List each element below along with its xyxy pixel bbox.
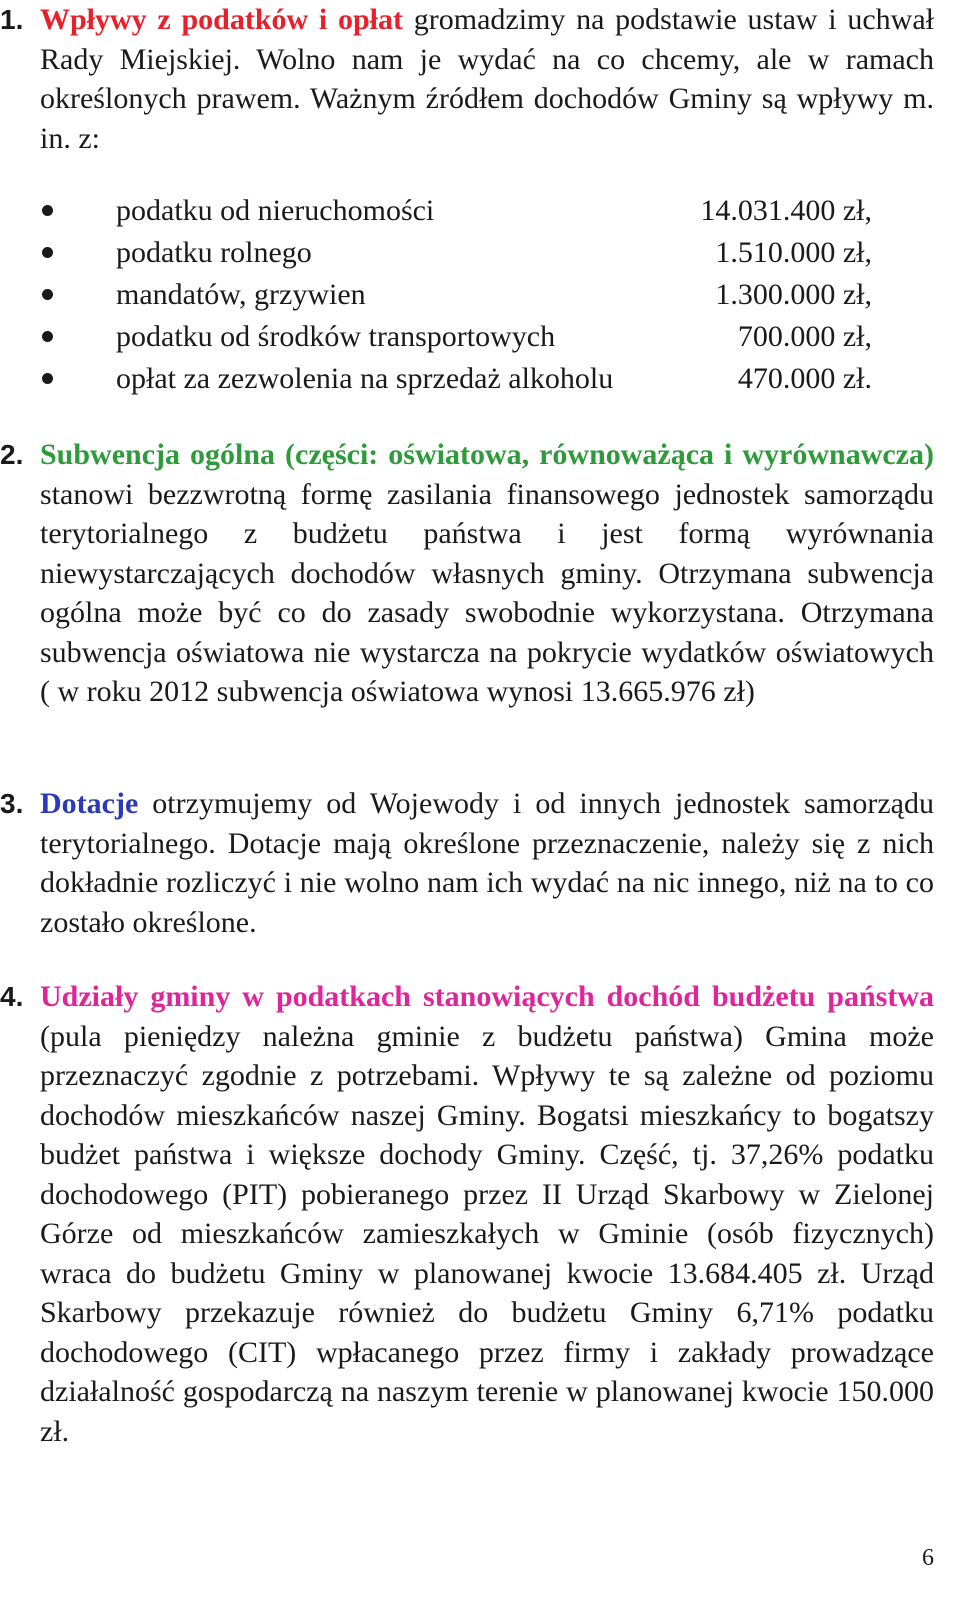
section-1-heading: Wpływy z podatków i opłat [40, 3, 404, 36]
list-item-amount: 1.510.000 zł, [715, 236, 872, 269]
section-3-number: 3. [0, 788, 24, 819]
section-1-paragraph [0, 0, 960, 158]
list-item-label: podatku rolnego [116, 236, 312, 269]
section-grants [0, 784, 960, 942]
section-3-heading: Dotacje [40, 787, 139, 820]
section-1-number: 1. [0, 4, 24, 35]
section-4-paragraph [0, 977, 960, 1451]
list-item-label: podatku od nieruchomości [116, 194, 435, 227]
list-item-label: mandatów, grzywien [116, 278, 366, 311]
section-taxes-and-fees [0, 0, 960, 158]
bullet-icon [42, 205, 53, 216]
section-4-text: (pula pieniędzy należna gminie z budżetu państwa) Gmina może przeznaczyć zgodnie z potrzebami. Wpływy te są zależne od poziomu dochodów mieszkańców naszej Gminy. Bogatsi mieszkańcy to bogatszy budżet państwa i większe dochody Gminy. Część, tj. 37,26% podatku dochodowego (PIT) pobieranego przez II Urząd Skarbowy w Zielonej Górze od mieszkańców zamieszkałych w Gminie (osób fizycznych) wraca do budżetu Gminy w planowanej kwocie 13.684.405 zł. Urząd Skarbowy przekazuje również do budżetu Gminy 6,71% podatku dochodowego (CIT) wpłacanego przez firmy i zakłady prowadzące działalność gospodarczą na naszym terenie w planowanej kwocie 150.000 zł. [40, 1019, 934, 1448]
bullet-icon [42, 247, 53, 258]
section-4-number: 4. [0, 981, 24, 1012]
section-4-heading: Udziały gminy w podatkach stanowiących dochód budżetu państwa [40, 980, 934, 1013]
list-item-amount: 700.000 zł, [737, 320, 872, 353]
list-item-label: podatku od środków transportowych [116, 320, 556, 353]
bullet-icon [42, 373, 53, 384]
section-general-subsidy [0, 435, 960, 712]
section-2-heading: Subwencja ogólna (części: oświatowa, równoważąca i wyrównawcza) [40, 438, 934, 471]
list-item [0, 358, 960, 400]
list-item [0, 316, 960, 358]
section-3-text: otrzymujemy od Wojewody i od innych jednostek samorządu terytorialnego. Dotacje mają określone przeznaczenie, należy się z nich dokładnie rozliczyć i nie wolno nam ich wydać na nic innego, niż na to co zostało określone. [40, 787, 934, 939]
section-2-paragraph [0, 435, 960, 712]
list-item [0, 190, 960, 232]
list-item [0, 274, 960, 316]
section-1-text: gromadzimy na podstawie ustaw i uchwał Rady Miejskiej. Wolno nam je wydać na co chcemy, ale w ramach określonych prawem. Ważnym źródłem dochodów Gminy są wpływy m. in. z: [40, 3, 934, 155]
list-item-amount: 1.300.000 zł, [715, 278, 872, 311]
section-2-text: stanowi bezzwrotną formę zasilania finansowego jednostek samorządu terytorialnego z budżetu państwa i jest formą wyrównania niewystarczających dochodów własnych gminy. Otrzymana subwencja ogólna może być co do zasady swobodnie wykorzystana. Otrzymana subwencja oświatowa nie wystarcza na pokrycie wydatków oświatowych ( w roku 2012 subwencja oświatowa wynosi 13.665.976 zł) [40, 477, 934, 708]
bullet-icon [42, 331, 53, 342]
list-item [0, 232, 960, 274]
bullet-icon [42, 289, 53, 300]
section-2-number: 2. [0, 439, 24, 470]
list-item-label: opłat za zezwolenia na sprzedaż alkoholu [116, 362, 614, 395]
section-tax-shares [0, 977, 960, 1451]
section-3-paragraph [0, 784, 960, 942]
page-number: 6 [922, 1545, 934, 1571]
income-sources-list [0, 190, 960, 400]
list-item-amount: 470.000 zł. [737, 362, 872, 395]
list-item-amount: 14.031.400 zł, [700, 194, 872, 227]
